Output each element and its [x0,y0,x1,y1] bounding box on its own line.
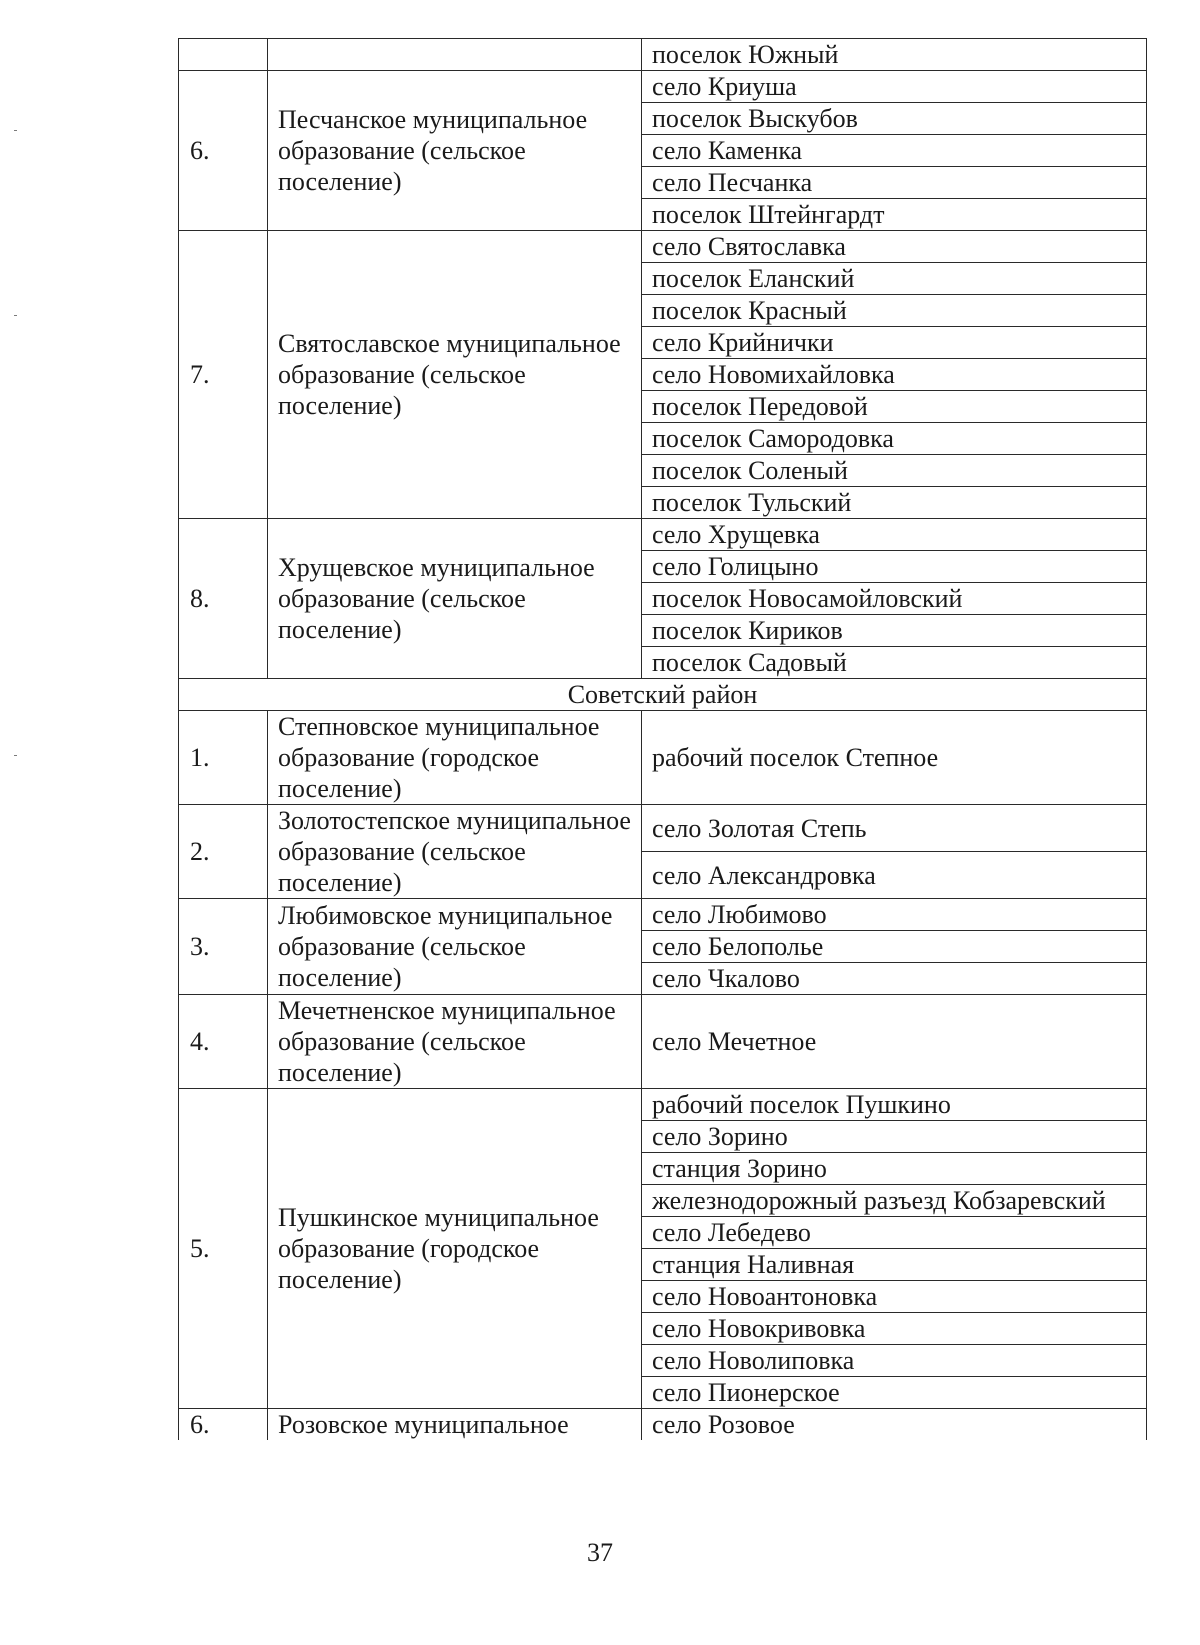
settlement-cell: село Хрущевка [642,519,1147,551]
row-number: 4. [179,995,268,1089]
municipality-name: Розовское муниципальное [268,1409,642,1441]
row-number: 3. [179,899,268,995]
settlement-cell: поселок Еланский [642,263,1147,295]
settlement-cell: поселок Садовый [642,647,1147,679]
settlement-cell: станция Наливная [642,1249,1147,1281]
municipality-name: Песчанское муниципальное образование (сельское поселение) [268,71,642,231]
settlement-cell: село Святославка [642,231,1147,263]
municipality-name: Хрущевское муниципальное образование (сельское поселение) [268,519,642,679]
settlement-cell: село Чкалово [642,963,1147,995]
municipality-name: Степновское муниципальное образование (городское поселение) [268,711,642,805]
settlement-cell: село Мечетное [642,995,1147,1089]
settlement-cell: поселок Южный [642,39,1147,71]
settlement-cell: село Новокривовка [642,1313,1147,1345]
settlement-cell: село Лебедево [642,1217,1147,1249]
settlement-cell: село Крийнички [642,327,1147,359]
municipality-name: Мечетненское муниципальное образование (сельское поселение) [268,995,642,1089]
settlement-cell: поселок Выскубов [642,103,1147,135]
settlement-cell: село Криуша [642,71,1147,103]
settlement-cell: поселок Штейнгардт [642,199,1147,231]
settlement-cell: село Новомихайловка [642,359,1147,391]
row-number: 5. [179,1089,268,1409]
table-row [179,231,1147,263]
settlement-cell: поселок Тульский [642,487,1147,519]
table-row [179,1089,1147,1121]
row-number: 2. [179,805,268,899]
table-row [179,899,1147,931]
settlement-cell: село Песчанка [642,167,1147,199]
row-number: 7. [179,231,268,519]
municipality-name: Золотостепское муниципальное образование (сельское поселение) [268,805,642,899]
settlement-cell: поселок Кириков [642,615,1147,647]
table-row [179,71,1147,103]
settlement-cell: село Новолиповка [642,1345,1147,1377]
municipalities-table-body [179,39,1147,1441]
settlement-cell: село Каменка [642,135,1147,167]
table-row [179,805,1147,852]
municipality-name: Любимовское муниципальное образование (сельское поселение) [268,899,642,995]
scan-mark [14,130,17,131]
settlement-cell: поселок Соленый [642,455,1147,487]
row-number: 8. [179,519,268,679]
municipalities-table [178,38,1147,1440]
settlement-cell: село Голицыно [642,551,1147,583]
district-row [179,679,1147,711]
settlement-cell: поселок Передовой [642,391,1147,423]
table-row [179,711,1147,805]
settlement-cell: поселок Новосамойловский [642,583,1147,615]
settlement-cell: поселок Красный [642,295,1147,327]
table-row [179,995,1147,1089]
row-number [179,39,268,71]
settlement-cell: рабочий поселок Степное [642,711,1147,805]
settlement-cell: село Новоантоновка [642,1281,1147,1313]
row-number: 6. [179,1409,268,1441]
settlement-cell: село Любимово [642,899,1147,931]
settlement-cell: село Зорино [642,1121,1147,1153]
scan-mark [14,315,17,316]
municipality-name [268,39,642,71]
municipality-name: Святославское муниципальное образование (сельское поселение) [268,231,642,519]
settlement-cell: станция Зорино [642,1153,1147,1185]
settlement-cell: село Александровка [642,852,1147,899]
table-row [179,1409,1147,1441]
settlement-cell: село Розовое [642,1409,1147,1441]
scan-mark [14,755,17,756]
row-number: 6. [179,71,268,231]
table-row [179,39,1147,71]
settlement-cell: село Белополье [642,931,1147,963]
municipality-name: Пушкинское муниципальное образование (городское поселение) [268,1089,642,1409]
settlement-cell: поселок Самородовка [642,423,1147,455]
settlement-cell: рабочий поселок Пушкино [642,1089,1147,1121]
page-number: 37 [587,1538,613,1567]
settlement-cell: железнодорожный разъезд Кобзаревский [642,1185,1147,1217]
row-number: 1. [179,711,268,805]
settlement-cell: село Пионерское [642,1377,1147,1409]
settlement-cell: село Золотая Степь [642,805,1147,852]
table-row [179,519,1147,551]
district-heading: Советский район [179,679,1147,711]
